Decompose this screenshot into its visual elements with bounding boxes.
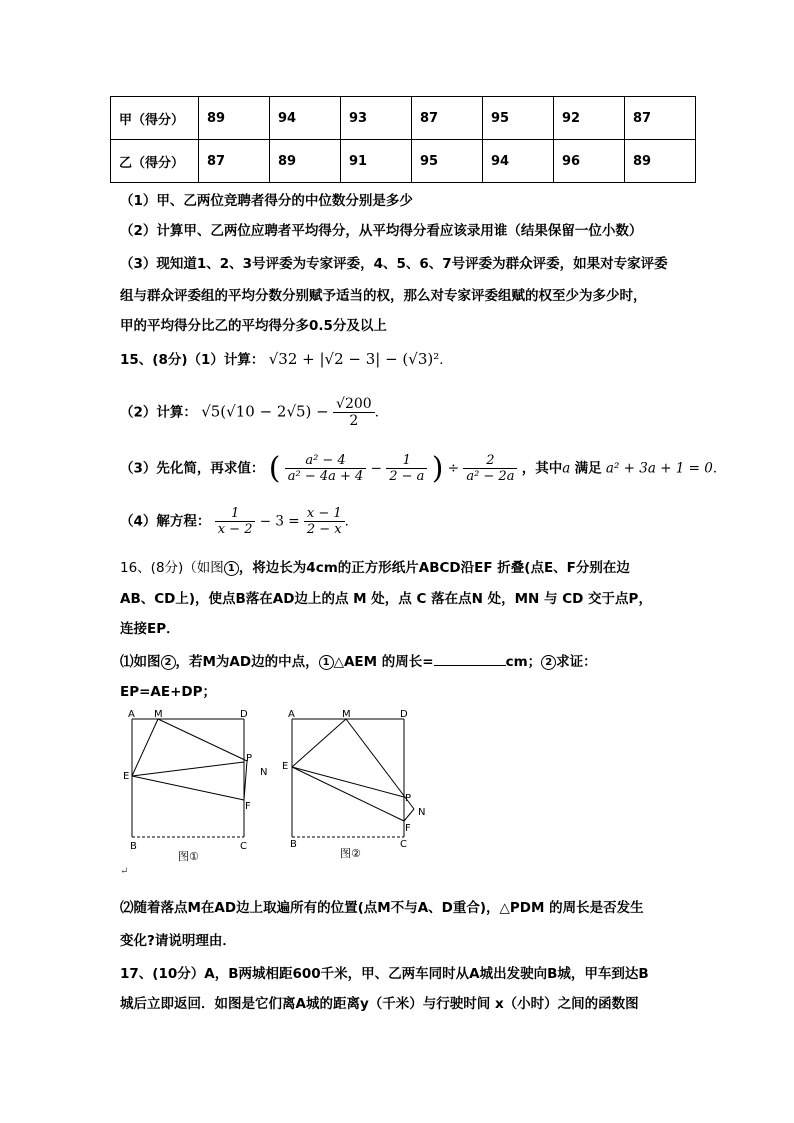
figure-2 (278, 705, 438, 865)
score-cell: 92 (554, 97, 625, 140)
q15-part2-label: （2）计算： (120, 404, 197, 421)
segment-EM (292, 719, 346, 767)
score-cell: 95 (412, 140, 483, 183)
segment-NF (404, 809, 414, 821)
q15-expr4-fraction2 (304, 506, 345, 537)
score-cell: 89 (625, 140, 696, 183)
fraction-numerator: x − 1 (304, 506, 345, 522)
row-label: 乙（得分） (111, 140, 199, 183)
q15-condition-prefix: ，其中 (521, 460, 563, 477)
q15-expr4-middle: − 3 = (259, 513, 300, 530)
label-M: M (154, 709, 163, 720)
figure-1 (118, 705, 278, 865)
label-P: P (405, 793, 412, 804)
score-cell: 95 (483, 97, 554, 140)
q15-expr3-fraction2 (386, 453, 427, 484)
circled-number-1: 1 (224, 561, 239, 576)
label-N: N (418, 807, 426, 818)
q15-head: 15、(8分)（1）计算： (120, 352, 265, 368)
circled-number-2: 2 (161, 655, 176, 670)
return-mark: ↵ (120, 866, 129, 877)
q15-part3-label: （3）先化简，再求值： (120, 460, 265, 477)
q16-line3: 连接EP． (120, 621, 180, 637)
q15-expr1: √32 + |√2 − 3| − (√3)² (268, 350, 440, 368)
figure-2-caption: 图② (340, 847, 361, 860)
q16-sub1-unit: cm； (505, 654, 542, 670)
q16-sub1-prove: 求证： (556, 654, 597, 670)
label-B: B (130, 841, 137, 852)
segment-EF (292, 767, 404, 821)
table-row (111, 140, 696, 183)
score-cell: 87 (199, 140, 270, 183)
q16-sub2-line1: ⑵随着落点M在AD边上取遍所有的位置(点M不与A、D重合)，△PDM 的周长是否发生 (120, 900, 644, 916)
table-row (111, 97, 696, 140)
q15-part1: 15、(8分)（1）计算： √32 + |√2 − 3| − (√3)²． (120, 350, 453, 368)
q15-condition-mid: 满足 (574, 460, 602, 477)
label-E: E (123, 771, 130, 782)
fraction-numerator: 1 (386, 453, 427, 469)
label-C: C (400, 839, 407, 850)
label-N: N (260, 767, 268, 778)
q16-line1-text: ，将边长为4cm的正方形纸片ABCD沿EF 折叠(点E、F分别在边 (238, 560, 630, 576)
fraction-denominator: a² − 4a + 4 (287, 469, 364, 484)
label-B: B (290, 839, 297, 850)
q14-part2: （2）计算甲、乙两位应聘者平均得分，从平均得分看应该录用谁（结果保留一位小数） (120, 223, 643, 239)
score-cell: 94 (483, 140, 554, 183)
q15-expr3-fraction3 (463, 453, 517, 484)
q15-part3: （3）先化简，再求值： ( $\frac{\text{a² − 4}}{\text{a² − 4a + 4}}$ − $\frac{1}{2 - a}$ ) ÷ $\frac{2}{\text{a² − 2a}}$ ，其中a 满足 a² + 3a + 1 = 0． (120, 451, 727, 486)
score-table (110, 96, 696, 183)
score-cell: 93 (341, 97, 412, 140)
q15-expr3-fraction1 (285, 453, 367, 484)
score-cell: 89 (270, 140, 341, 183)
q16-sub2-line2: 变化?请说明理由． (120, 933, 236, 949)
q15-expr4-fraction1 (215, 506, 256, 537)
q16-line2: AB、CD上)，使点B落在AD边上的点 M 处，点 C 落在点N 处，MN 与 CD 交于点P， (120, 591, 652, 607)
q17-line2: 城后立即返回．如图是它们离A城的距离y（千米）与行驶时间 x（小时）之间的函数图 (120, 996, 639, 1012)
score-cell: 87 (412, 97, 483, 140)
q15-condition-variable: a (562, 460, 571, 477)
q16-sub1-line2: EP=AE+DP； (120, 684, 217, 700)
segment-MN (158, 719, 247, 761)
score-cell: 94 (270, 97, 341, 140)
q15-part4: （4）解方程： $\frac{1}{x - 2}$ − 3 = $\frac{x - 1}{2 - x}$ ． (120, 506, 359, 537)
q16-sub1-text: ，若M为AD边的中点， (175, 654, 319, 670)
fraction-denominator: 2 − a (389, 469, 425, 484)
fraction-denominator: a² − 2a (466, 469, 515, 484)
segment-EP (292, 767, 404, 797)
circled-number-2: 2 (541, 655, 556, 670)
fraction-numerator: 1 (215, 506, 256, 522)
q14-part3-line3: 甲的平均得分比乙的平均得分多0.5分及以上 (120, 318, 387, 334)
q16-line1-prefix: 16、(8分)（如图 (120, 560, 224, 576)
fraction-denominator: 2 − x (306, 522, 342, 537)
fraction-denominator: 2 (349, 413, 359, 429)
fraction-numerator: a² − 4 (285, 453, 367, 469)
q15-expr2-fraction (333, 396, 375, 429)
segment-EF (132, 776, 244, 800)
label-E: E (282, 761, 289, 772)
fraction-numerator: √200 (333, 396, 375, 413)
score-cell: 91 (341, 140, 412, 183)
q16-sub1-text2: △AEM 的周长= (333, 654, 434, 670)
q14-part3-line2: 组与群众评委组的平均分数分别赋予适当的权，那么对专家评委组赋的权至少为多少时， (120, 288, 647, 304)
label-P: P (246, 753, 253, 764)
fraction-denominator: x − 2 (217, 522, 253, 537)
q14-part3-line1: （3）现知道1、2、3号评委为专家评委，4、5、6、7号评委为群众评委，如果对专家评委 (120, 256, 668, 272)
label-M: M (342, 709, 351, 720)
answer-blank[interactable] (434, 665, 506, 666)
label-D: D (400, 709, 408, 720)
q14-part1: （1）甲、乙两位竞聘者得分的中位数分别是多少 (120, 193, 413, 209)
q16-line1 (120, 556, 630, 576)
label-D: D (240, 709, 248, 720)
figure-1-caption: 图① (178, 850, 199, 863)
label-F: F (245, 801, 251, 812)
q15-condition-equation: a² + 3a + 1 = 0 (605, 460, 713, 477)
q15-expr2: √5(√10 − 2√5) − (201, 402, 329, 421)
label-A: A (128, 709, 135, 720)
q15-part4-label: （4）解方程： (120, 513, 211, 530)
circled-number-1: 1 (319, 655, 334, 670)
row-label: 甲（得分） (111, 97, 199, 140)
q15-part2: （2）计算： √5(√10 − 2√5) − $\frac{√200}{2}$ ． (120, 396, 389, 429)
fraction-numerator: 2 (463, 453, 517, 469)
label-C: C (240, 841, 247, 852)
label-F: F (405, 823, 411, 834)
q17-line1: 17、(10分）A，B两城相距600千米，甲、乙两车同时从A城出发驶向B城，甲车到达B (120, 966, 649, 982)
q16-sub1-prefix: ⑴如图 (120, 654, 161, 670)
segment-EM (132, 719, 158, 776)
score-cell: 96 (554, 140, 625, 183)
segment-EP (132, 762, 244, 776)
score-cell: 89 (199, 97, 270, 140)
q16-sub1-line1 (120, 650, 597, 670)
score-cell: 87 (625, 97, 696, 140)
label-A: A (288, 709, 295, 720)
